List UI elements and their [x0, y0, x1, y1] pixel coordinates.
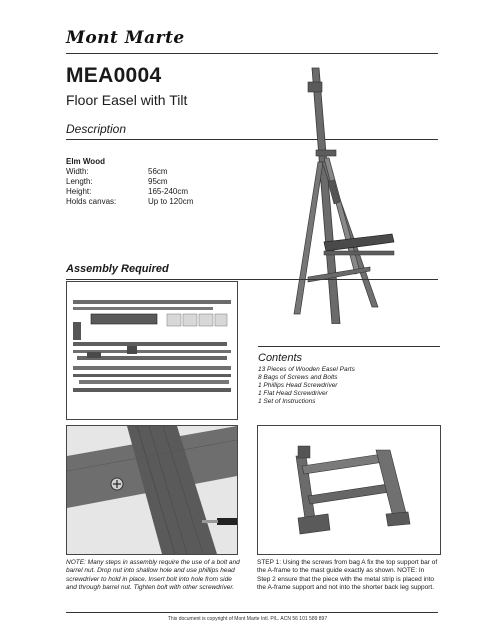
contents-item: 13 Pieces of Wooden Easel Parts [258, 366, 355, 373]
product-code: MEA0004 [66, 64, 162, 87]
contents-item: 8 Bags of Screws and Bolts [258, 374, 338, 381]
brand-logo: Mont Marte [66, 28, 185, 48]
parts-photo [66, 281, 238, 420]
assembly-note: NOTE: Many steps in assembly require the use of a bolt and barrel nut. Drop nut into shallow hole and use phillips head screwdriver to hold in place. Insert bolt into hole from side and through barrel nut. Tighten bolt with other screwdriver. [66, 559, 240, 591]
spec-value: 95cm [148, 177, 168, 186]
spec-value: 165-240cm [148, 187, 189, 196]
contents-item: 1 Phillips Head Screwdriver [258, 382, 338, 389]
bolt-closeup-photo [66, 425, 238, 555]
material-label: Elm Wood [66, 157, 105, 166]
spec-row [66, 197, 193, 207]
contents-heading: Contents [258, 352, 303, 364]
contents-rule [258, 346, 440, 347]
spec-label: Holds canvas: [66, 197, 117, 206]
spec-value: 56cm [148, 167, 168, 176]
footer-rule [66, 612, 438, 613]
step1-photo [257, 425, 441, 555]
spec-label: Height: [66, 187, 92, 196]
copyright-footer: This document is copyright of Mont Marte Intl. P/L. ACN 56 101 589 897 [167, 616, 328, 622]
spec-row [66, 187, 193, 197]
description-heading: Description [66, 122, 127, 136]
contents-list [258, 366, 355, 406]
assembly-rule [66, 279, 438, 280]
spec-table [66, 167, 193, 207]
spec-label: Width: [66, 167, 89, 176]
spec-label: Length: [66, 177, 93, 186]
step-1-text: STEP 1: Using the screws from bag A fix the top support bar of the A-frame to the mast guide exactly as shown. NOTE: In Step 2 ensure that the piece with the metal strip is placed into the A-frame support and not into the shorter back leg support. [257, 559, 438, 591]
product-name: Floor Easel with Tilt [66, 92, 188, 108]
assembly-heading: Assembly Required [66, 263, 169, 275]
spec-row [66, 177, 193, 187]
spec-row [66, 167, 193, 177]
spec-value: Up to 120cm [148, 197, 194, 206]
contents-item: 1 Flat Head Screwdriver [258, 390, 328, 397]
easel-illustration [288, 62, 398, 324]
contents-item: 1 Set of Instructions [258, 398, 316, 405]
header-rule [66, 53, 438, 54]
